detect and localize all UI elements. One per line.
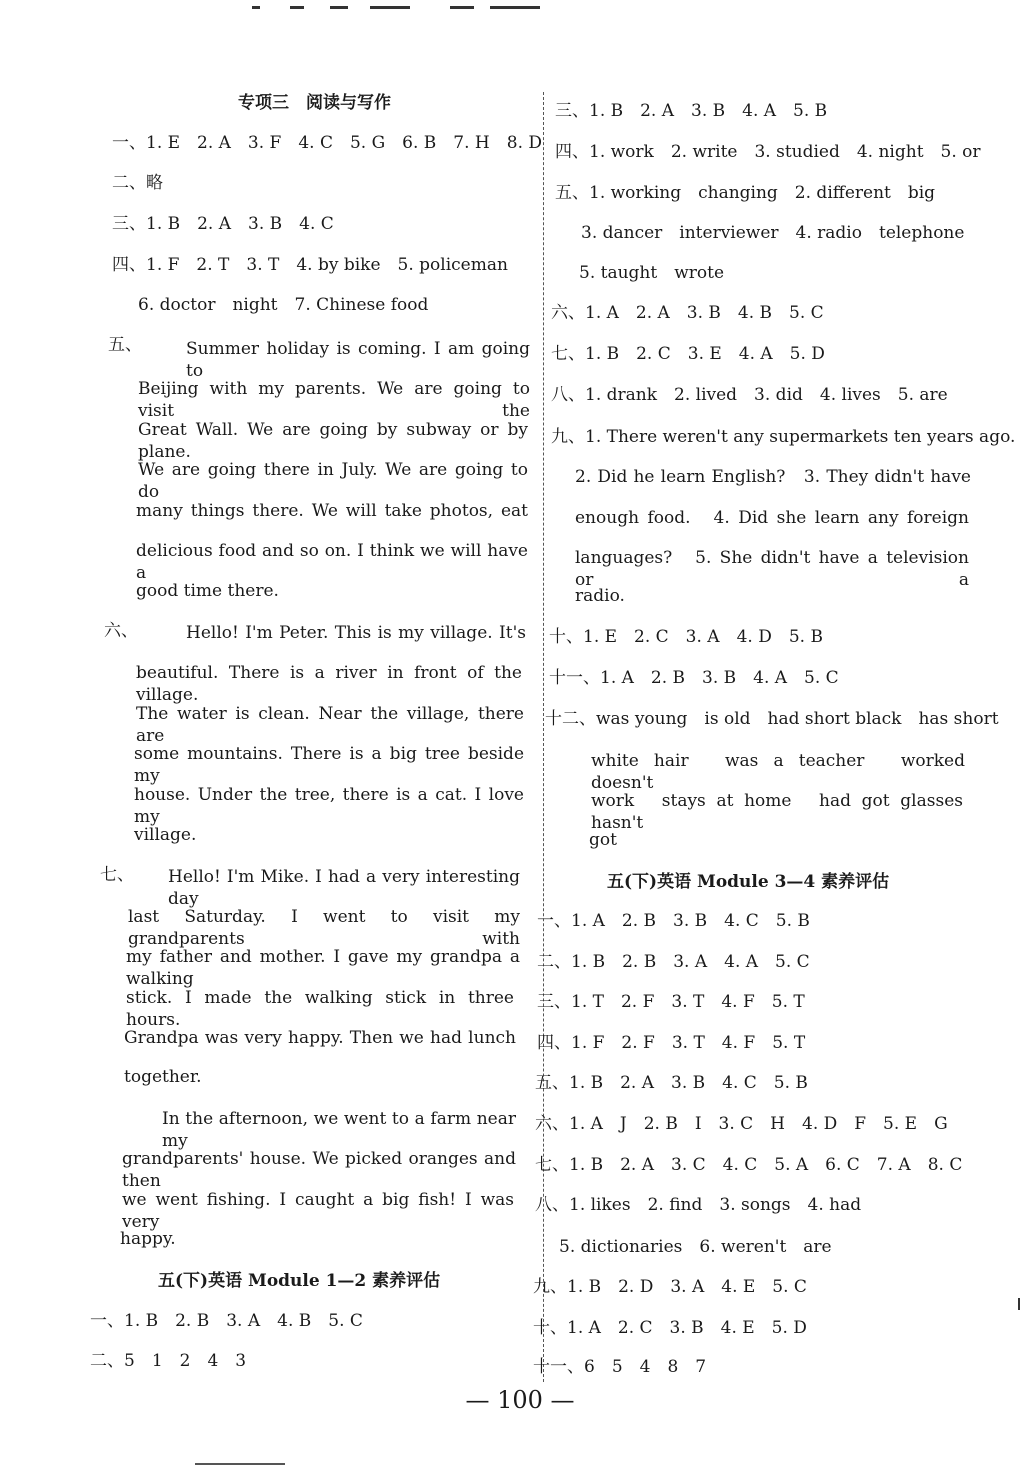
answer-line: 七、1. B 2. A 3. C 4. C 5. A 6. C 7. A 8. C: [535, 1155, 963, 1175]
answer-line: 5. dictionaries 6. weren't are: [559, 1237, 832, 1257]
section-heading-module-3-4: 五(下)英语 Module 3—4 素养评估: [607, 872, 890, 892]
answer-line: languages? 5. She didn't have a television or a: [575, 548, 969, 590]
essay-line: beautiful. There is a river in front of the village.: [136, 663, 522, 705]
answer-line: 四、1. F 2. T 3. T 4. by bike 5. policeman: [112, 255, 508, 275]
top-scan-marks: [240, 6, 560, 12]
section-heading-reading-writing: 专项三 阅读与写作: [238, 93, 391, 113]
answer-line: got: [589, 830, 617, 850]
essay-line: Hello! I'm Peter. This is my village. It's: [186, 623, 526, 643]
answer-line: 三、1. B 2. A 3. B 4. C: [112, 214, 334, 234]
essay-line: last Saturday. I went to visit my grandparents with: [128, 907, 520, 949]
answer-line: 十、1. E 2. C 3. A 4. D 5. B: [549, 627, 823, 647]
answer-line: 十一、1. A 2. B 3. B 4. A 5. C: [549, 668, 839, 688]
section-heading-module-1-2: 五(下)英语 Module 1—2 素养评估: [158, 1271, 441, 1291]
essay-line: together.: [124, 1067, 202, 1087]
answer-line: work stays at home had got glasses hasn't: [591, 791, 980, 833]
answer-line: 5. taught wrote: [579, 263, 725, 283]
answer-line: 四、1. F 2. F 3. T 4. F 5. T: [537, 1033, 806, 1053]
question-label-seven: 七、: [100, 865, 134, 885]
answer-line: 十、1. A 2. C 3. B 4. E 5. D: [533, 1318, 807, 1338]
essay-line: Great Wall. We are going by subway or by plane.: [138, 420, 528, 462]
answer-line: 一、1. A 2. B 3. B 4. C 5. B: [537, 911, 810, 931]
essay-line: good time there.: [136, 581, 279, 601]
answer-line: 六、1. A J 2. B I 3. C H 4. D F 5. E G: [535, 1114, 948, 1134]
essay-line: we went fishing. I caught a big fish! I was very: [122, 1190, 514, 1232]
essay-line: some mountains. There is a big tree beside my: [134, 744, 524, 786]
answer-line: 九、1. B 2. D 3. A 4. E 5. C: [533, 1277, 807, 1297]
essay-line: house. Under the tree, there is a cat. I love my: [134, 785, 524, 827]
answer-line: 九、1. There weren't any supermarkets ten years ago.: [551, 427, 1016, 447]
answer-line: 十一、6 5 4 8 7: [533, 1357, 707, 1377]
essay-line: stick. I made the walking stick in three hours.: [126, 988, 514, 1030]
answer-line: 十二、was young is old had short black has short: [545, 709, 999, 729]
answer-line: 一、1. B 2. B 3. A 4. B 5. C: [90, 1311, 363, 1331]
essay-line: many things there. We will take photos, eat: [136, 501, 528, 521]
edge-scan-mark: [1018, 1298, 1020, 1310]
answer-line: 6. doctor night 7. Chinese food: [138, 295, 429, 315]
essay-line: village.: [134, 825, 197, 845]
answer-line: 五、1. working changing 2. different big: [555, 183, 936, 203]
essay-line: Hello! I'm Mike. I had a very interesting day: [168, 867, 520, 909]
column-divider: [543, 92, 544, 1382]
answer-line: 八、1. likes 2. find 3. songs 4. had: [535, 1195, 862, 1215]
essay-line: happy.: [120, 1229, 176, 1249]
essay-line: We are going there in July. We are going to do: [138, 460, 528, 502]
essay-line: Summer holiday is coming. I am going to: [186, 339, 530, 381]
answer-line: white hair was a teacher worked doesn't: [591, 751, 982, 793]
answer-line: 六、1. A 2. A 3. B 4. B 5. C: [551, 303, 824, 323]
answer-line: enough food. 4. Did she learn any foreign: [575, 508, 969, 528]
essay-line: grandparents' house. We picked oranges and then: [122, 1149, 516, 1191]
answer-line: 2. Did he learn English? 3. They didn't have: [575, 467, 971, 487]
answer-line: 五、1. B 2. A 3. B 4. C 5. B: [535, 1073, 808, 1093]
answer-line: 二、5 1 2 4 3: [90, 1351, 247, 1371]
answer-line: 3. dancer interviewer 4. radio telephone: [581, 223, 965, 243]
answer-line: 三、1. B 2. A 3. B 4. A 5. B: [555, 101, 828, 121]
answer-line: 二、略: [112, 173, 163, 193]
question-label-five: 五、: [108, 335, 142, 355]
answer-line: 七、1. B 2. C 3. E 4. A 5. D: [551, 344, 825, 364]
answer-line: radio.: [575, 586, 625, 606]
essay-line: The water is clean. Near the village, there are: [136, 704, 524, 746]
answer-line: 二、1. B 2. B 3. A 4. A 5. C: [537, 952, 810, 972]
essay-line: In the afternoon, we went to a farm near my: [162, 1109, 516, 1151]
answer-line: 八、1. drank 2. lived 3. did 4. lives 5. are: [551, 385, 948, 405]
essay-line: my father and mother. I gave my grandpa a walking: [126, 947, 520, 989]
essay-line: Grandpa was very happy. Then we had lunch: [124, 1028, 516, 1048]
answer-line: 三、1. T 2. F 3. T 4. F 5. T: [537, 992, 805, 1012]
answer-line: 一、1. E 2. A 3. F 4. C 5. G 6. B 7. H 8. D: [112, 133, 543, 153]
bottom-scan-mark: [195, 1463, 285, 1465]
page-number: — 100 —: [465, 1386, 575, 1414]
essay-line: delicious food and so on. I think we will have a: [136, 541, 528, 583]
answer-line: 四、1. work 2. write 3. studied 4. night 5. or: [555, 142, 981, 162]
question-label-six: 六、: [104, 621, 138, 641]
essay-line: Beijing with my parents. We are going to visit the: [138, 379, 530, 421]
